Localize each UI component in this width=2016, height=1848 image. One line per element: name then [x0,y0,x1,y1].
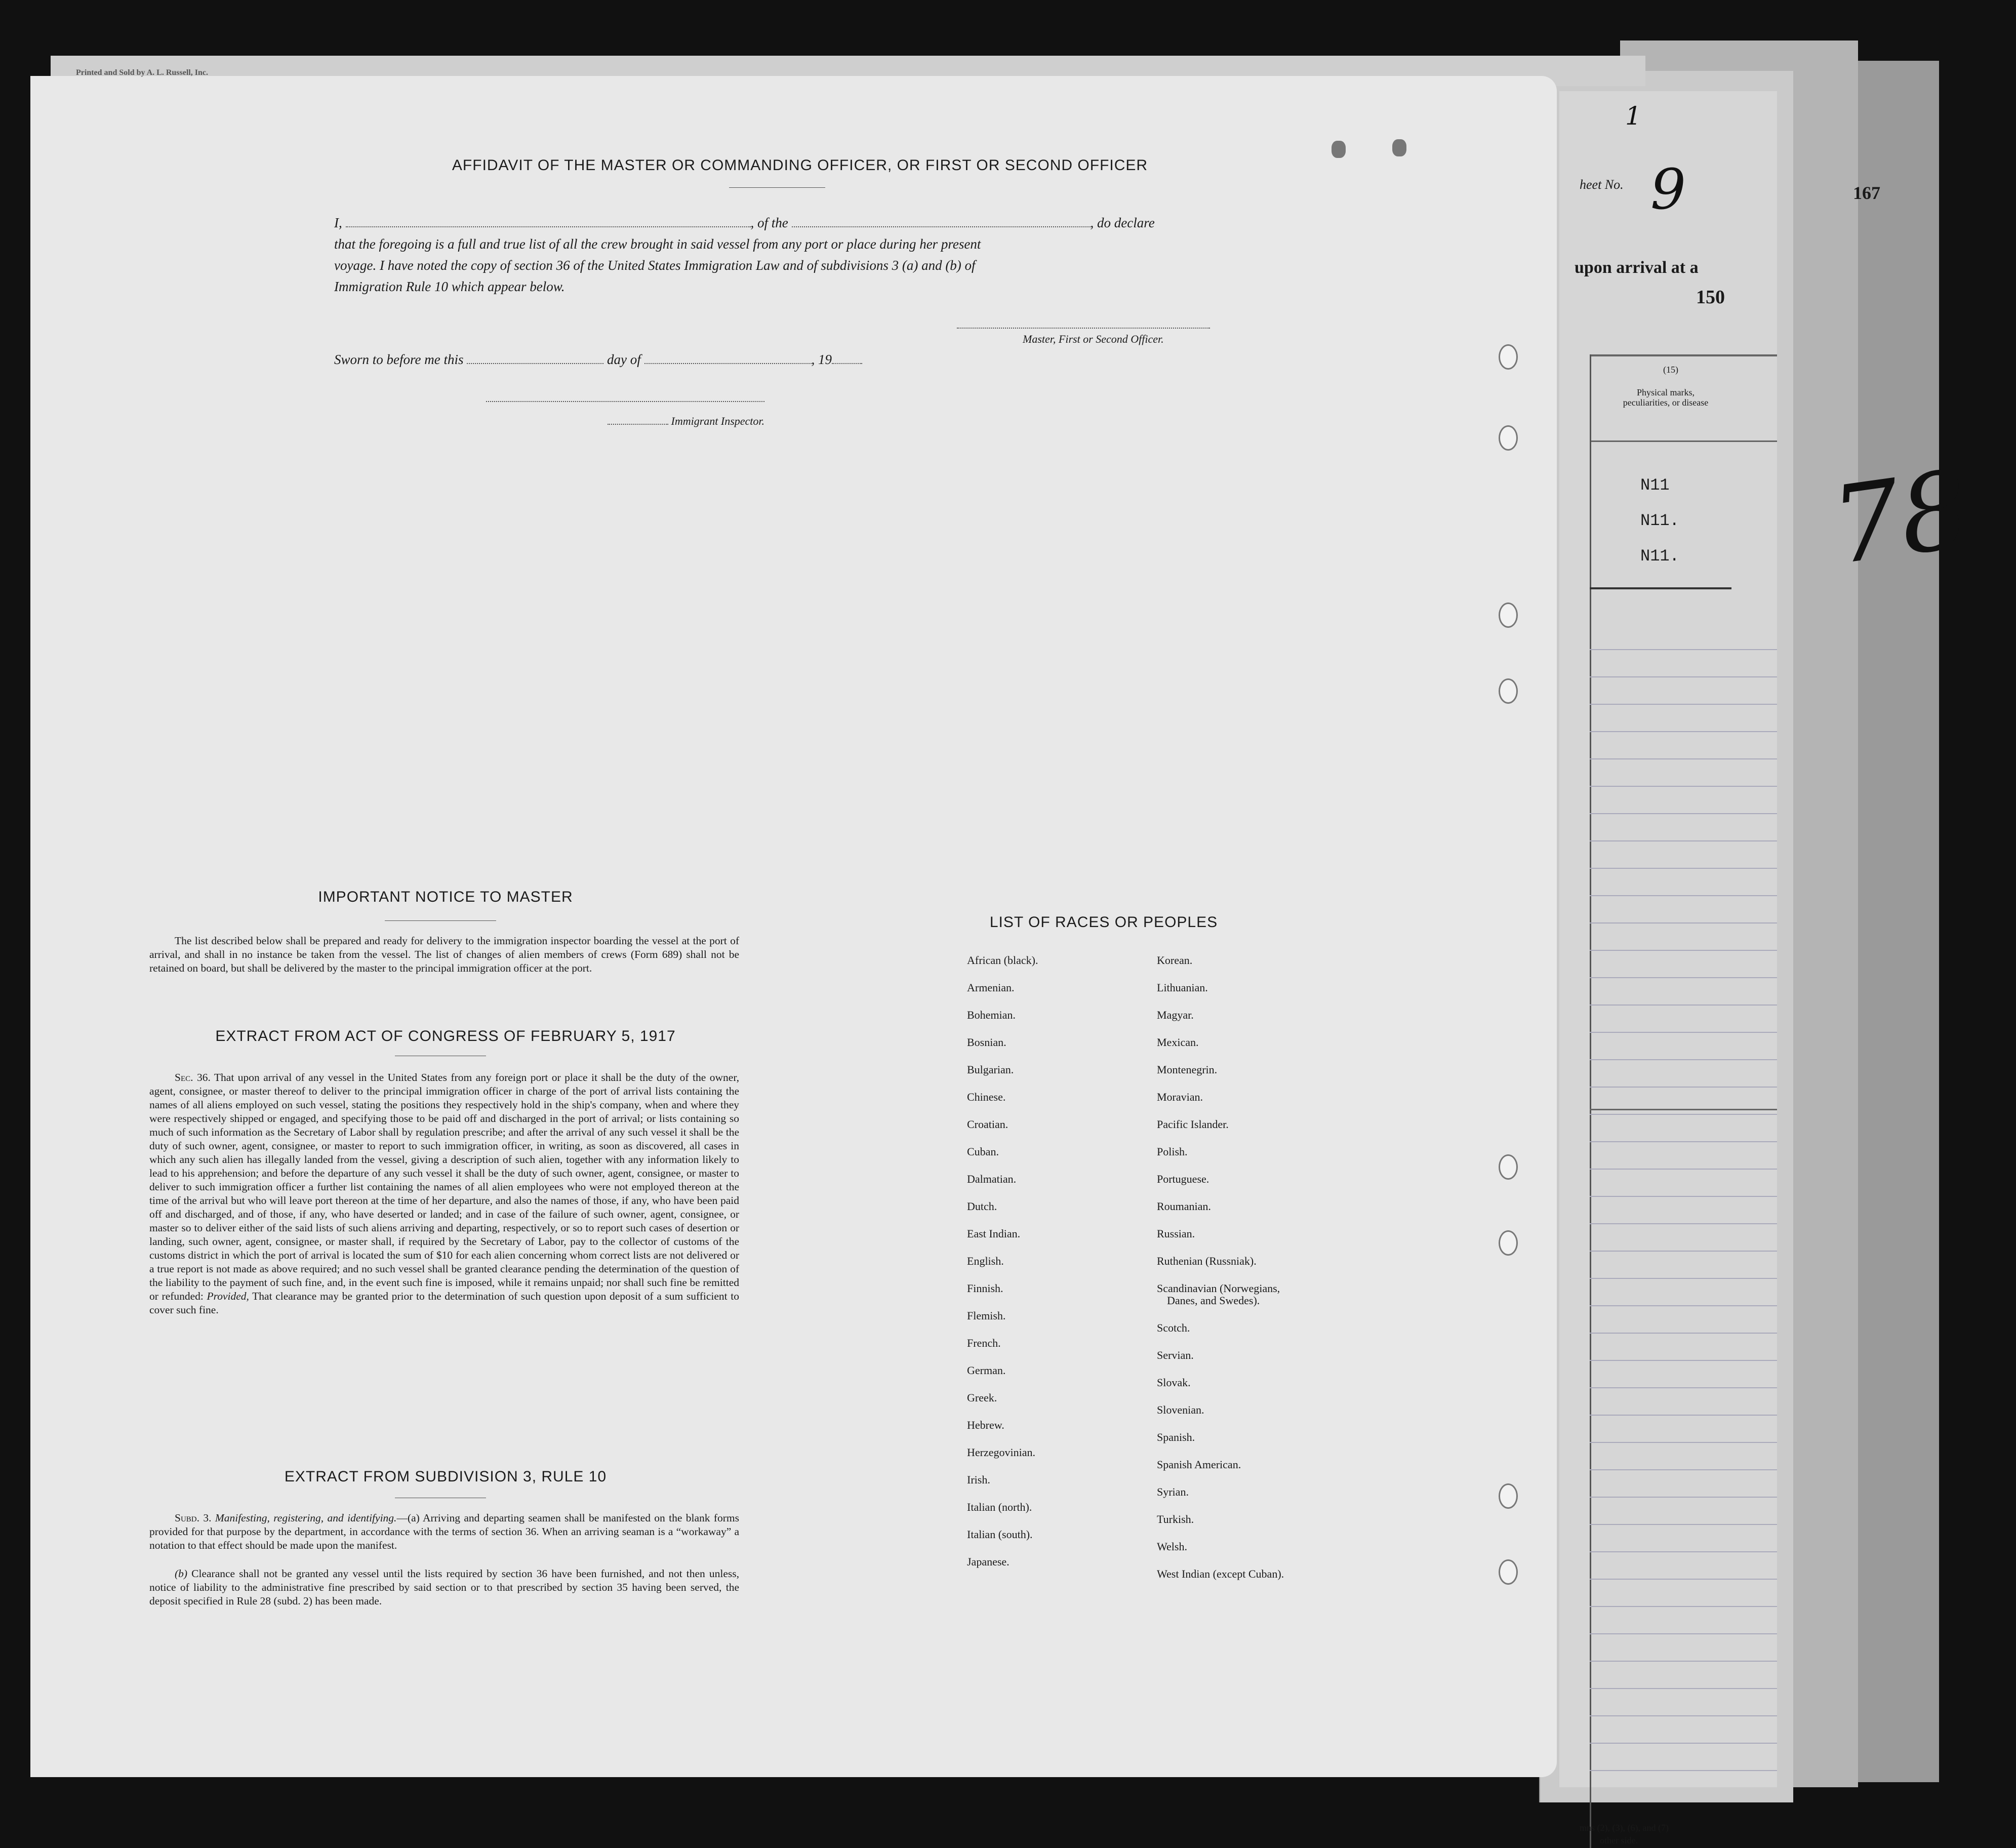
race-item: Italian (north). [967,1501,1032,1513]
race-item: Italian (south). [967,1528,1033,1541]
race-item: Montenegrin. [1157,1063,1218,1076]
race-item: Irish. [967,1473,990,1486]
sheet-number: 9 [1650,157,1686,222]
sworn-text: Sworn to before me this [334,352,464,367]
binder-hole [1499,1154,1518,1180]
race-item: German. [967,1364,1006,1377]
race-item: Portuguese. [1157,1173,1209,1185]
race-item: Spanish American. [1157,1458,1241,1471]
race-item: Dutch. [967,1200,997,1213]
affidavit-of-the: , of the [750,215,788,230]
act-body: Sec. 36. That upon arrival of any vessel in the United States from any foreign port or place it shall be the duty of the owner, agent, consignee, or master thereof to deliver to the principal immigration officer in charge of the port of arrival lists containing the names of all aliens employed on such vessel, stating the positions they respectively hold in the ship's company, when and where they were respectively shipped or engaged, and specifying those to be paid off and discharged in the port of arrival; or lists containing so much of such information as the Secretary of Labor shall by regulation prescribe; and after the arrival of any such vessel it shall be the duty of such owner, agent, consignee, or master to report to such immigration officer, in writing, as soon as discovered, all cases in which any such alien has illegally landed from the vessel, giving a description of such alien, together with any information likely to lead to his apprehension; and before the departure of any such vessel it shall be the duty of such owner, agent, consignee, or master to deliver to such immigration officer a further list containing the names of all alien employees who were not employed thereon at the time of the arrival but who will leave port thereon at the time of her departure, and also the names of those, if any, who have been paid off and discharged, and of those, if any, who have deserted or landed; and in case of the failure of such owner, agent, consignee, or master so to deliver either of the said lists of such aliens arriving and departing, respectively, or so to report such cases of desertion or landing, such owner, agent, consignee, or master shall, if required by the Secretary of Labor, pay to the collector of customs of the customs district in which the port of arrival is located the sum of $10 for each alien concerning whom correct lists are not delivered or a true report is not made as above required; and no such vessel shall be granted clearance pending the determination of the question of the liability to the payment of such fine, and, in the event such fine is imposed, while it remains unpaid; nor shall such fine be remitted or refunded: Provided, That clearance may be granted prior to the determination of such question upon deposit of a sum sufficient to cover such fine. [149,1071,739,1316]
entry-2: N11. [1640,511,1679,530]
race-item: Scandinavian (Norwegians, [1157,1282,1280,1295]
rule-title: EXTRACT FROM SUBDIVISION 3, RULE 10 [284,1468,607,1485]
race-item: Croatian. [967,1118,1009,1131]
race-item: Scotch. [1157,1321,1190,1334]
manifest-sheet [1559,91,1777,1845]
race-item: Chinese. [967,1091,1006,1103]
master-signature-label: Master, First or Second Officer. [1023,333,1164,345]
sworn-line [334,349,862,370]
race-item: Bosnian. [967,1036,1006,1049]
race-item: Slovenian. [1157,1403,1204,1416]
staple-mark [1332,141,1346,158]
name-blank [346,215,751,227]
race-item: Russian. [1157,1227,1195,1240]
arrival-text: upon arrival at a [1575,258,1699,277]
notice-body: The list described below shall be prepared and ready for delivery to the immigration inspector boarding the vessel at the port of arrival, and shall in no instance be taken from the vessel. The list of changes of alien members of crews (Form 689) shall not be retained on board, but shall be delivered by the master to the principal immigration officer at the port. [149,935,739,974]
inspector-label: Immigrant Inspector. [608,413,764,428]
race-item: Greek. [967,1391,997,1404]
binder-hole [1499,425,1518,451]
race-item: Spanish. [1157,1431,1195,1443]
notice-title: IMPORTANT NOTICE TO MASTER [318,889,573,905]
race-item: Bulgarian. [967,1063,1014,1076]
race-item: Danes, and Swedes). [1167,1294,1260,1307]
races-title: LIST OF RACES OR PEOPLES [989,914,1218,931]
race-item: Cuban. [967,1145,999,1158]
race-item: Moravian. [1157,1091,1203,1103]
sheet-label: heet No. [1580,177,1624,192]
race-item: Hebrew. [967,1419,1004,1431]
vessel-blank [792,215,1091,227]
column-header: Physical marks, peculiarities, or disease [1623,387,1709,408]
affidavit-line-4: Immigration Rule 10 which appear below. [334,279,565,294]
race-item: Japanese. [967,1555,1010,1568]
race-item: English. [967,1255,1004,1267]
race-item: Finnish. [967,1282,1003,1295]
binder-hole [1499,602,1518,628]
binder-hole [1499,1559,1518,1585]
rule-para-a: Subd. 3. Manifesting, registering, and identifying.—(a) Arriving and departing seamen shall be manifested on the blank forms provided for that purpose by the department, in accordance with the terms of section 36. When an arriving seaman is a “workaway” a notation to that effect should be made upon the manifest. [149,1512,739,1551]
affidavit-line-1 [334,213,1251,233]
entry-1: N11 [1640,476,1670,495]
binder-hole [1499,1230,1518,1256]
race-item: Mexican. [1157,1036,1199,1049]
binder-hole [1499,344,1518,370]
races-column-1 [967,947,1139,1576]
staple-mark [1392,139,1406,156]
sworn-month-blank [644,352,812,364]
race-item: Roumanian. [1157,1200,1211,1213]
master-signature-line [957,316,1210,329]
top-mark: 1 [1625,101,1641,131]
binder-hole [1499,1483,1518,1509]
race-item: Syrian. [1157,1485,1189,1498]
inspector-signature-line [486,390,764,402]
handwritten-side-number: 78 [1825,447,1976,589]
race-item: Armenian. [967,981,1015,994]
affidavit-i: I, [334,215,342,230]
race-item: East Indian. [967,1227,1021,1240]
race-item: Flemish. [967,1309,1006,1322]
race-item: Pacific Islander. [1157,1118,1229,1131]
page-number: 167 [1853,183,1880,203]
affidavit-line-3: voyage. I have noted the copy of section 36 of the United States Immigration Law and of subdivisions 3 (a) and (b) of [334,258,976,273]
printer-imprint: Printed and Sold by A. L. Russell, Inc. [76,68,208,77]
act-title: EXTRACT FROM ACT OF CONGRESS OF FEBRUARY 5, 1917 [215,1028,676,1044]
race-item: Turkish. [1157,1513,1194,1525]
race-item: West Indian (except Cuban). [1157,1568,1284,1580]
race-item: Herzegovinian. [967,1446,1035,1459]
race-item: Ruthenian (Russniak). [1157,1255,1257,1267]
race-item: Bohemian. [967,1009,1016,1021]
race-item: French. [967,1337,1001,1349]
race-item: Polish. [1157,1145,1188,1158]
binder-hole [1499,678,1518,704]
count-number: 150 [1696,287,1725,308]
race-item: Korean. [1157,954,1193,967]
sworn-day-text: day of [607,352,641,367]
footnote-2: other side. [1600,1835,1638,1845]
main-page [30,68,1557,1777]
race-item: African (black). [967,954,1038,967]
rule-para-b: (b) Clearance shall not be granted any vessel until the lists required by section 36 have been furnished, and not then unless, notice of liability to the administrative fine prescribed by said section or to that prescribed by section 35 having been served, the deposit specified in Rule 28 (subd. 2) has been made. [149,1568,739,1607]
race-item: Lithuanian. [1157,981,1208,994]
sworn-year-text: , 19 [811,352,832,367]
race-item: Welsh. [1157,1540,1187,1553]
sworn-day-blank [467,352,603,364]
entry-3: N11. [1640,547,1679,566]
race-item: Dalmatian. [967,1173,1017,1185]
affidavit-declare: , do declare [1090,215,1155,230]
footnote-1: mns (2), (3), (6), and (7) [1580,1823,1669,1833]
column-number: (15) [1663,365,1678,375]
race-item: Slovak. [1157,1376,1191,1389]
races-column-2 [1157,947,1380,1588]
race-item: Magyar. [1157,1009,1194,1021]
affidavit-line-2: that the foregoing is a full and true list of all the crew brought in said vessel from any port or place during her present [334,236,981,252]
affidavit-title: AFFIDAVIT OF THE MASTER OR COMMANDING OFFICER, OR FIRST OR SECOND OFFICER [452,157,1148,174]
race-item: Servian. [1157,1349,1194,1361]
